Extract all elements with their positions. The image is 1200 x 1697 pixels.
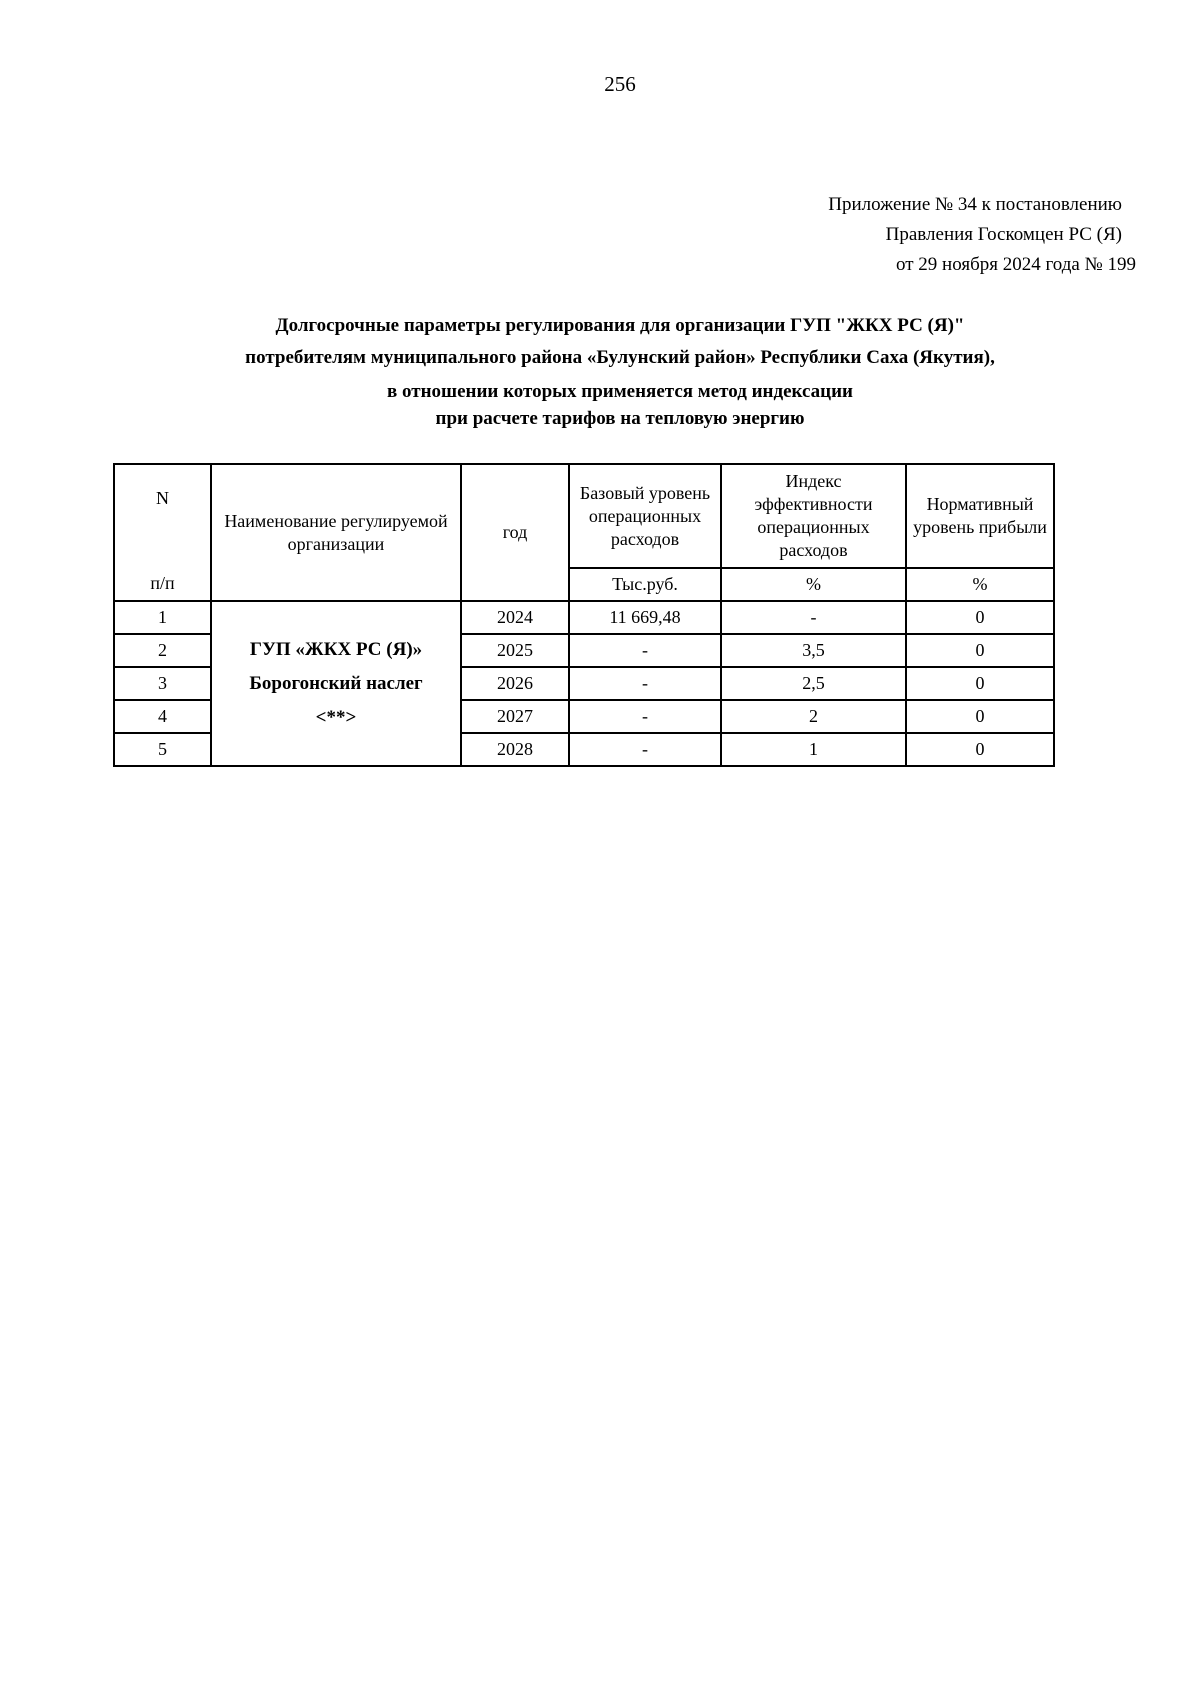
cell-efficiency-index: 3,5 xyxy=(721,634,906,667)
title-line-4: при расчете тарифов на тепловую энергию xyxy=(435,408,805,429)
cell-year: 2027 xyxy=(461,700,569,733)
cell-profit-level: 0 xyxy=(906,733,1054,766)
document-title xyxy=(100,310,1140,432)
organization-line-2: Борогонский наслег xyxy=(249,672,423,694)
page-number: 256 xyxy=(604,72,636,96)
title-line-2: потребителям муниципального района «Булунский район» Республики Саха (Якутия), xyxy=(245,347,995,368)
cell-year: 2028 xyxy=(461,733,569,766)
header-n-top: N xyxy=(156,488,169,508)
cell-efficiency-index: - xyxy=(721,601,906,634)
unit-base-level: Тыс.руб. xyxy=(569,568,721,601)
cell-efficiency-index: 2,5 xyxy=(721,667,906,700)
cell-year: 2026 xyxy=(461,667,569,700)
cell-base-level: 11 669,48 xyxy=(569,601,721,634)
appendix-line-3: от 29 ноября 2024 года № 199 xyxy=(895,254,1136,275)
header-profit-level: Нормативный уровень прибыли xyxy=(906,464,1054,568)
cell-efficiency-index: 2 xyxy=(721,700,906,733)
unit-profit-level: % xyxy=(906,568,1054,601)
cell-n: 1 xyxy=(114,601,211,634)
cell-n: 2 xyxy=(114,634,211,667)
header-org-name: Наименование регулируемой организации xyxy=(211,464,461,601)
cell-n: 3 xyxy=(114,667,211,700)
title-line-3: в отношении которых применяется метод индексации xyxy=(386,381,853,402)
cell-profit-level: 0 xyxy=(906,601,1054,634)
title-line-1: Долгосрочные параметры регулирования для организации ГУП "ЖКХ РС (Я)" xyxy=(275,315,965,336)
cell-profit-level: 0 xyxy=(906,634,1054,667)
header-efficiency-index: Индекс эффективности операционных расходов xyxy=(721,464,906,568)
cell-n: 5 xyxy=(114,733,211,766)
header-base-level: Базовый уровень операционных расходов xyxy=(569,464,721,568)
cell-base-level: - xyxy=(569,667,721,700)
cell-base-level: - xyxy=(569,700,721,733)
header-n xyxy=(114,464,211,601)
cell-profit-level: 0 xyxy=(906,667,1054,700)
organization-line-1: ГУП «ЖКХ РС (Я)» xyxy=(249,638,423,660)
regulation-parameters-table xyxy=(113,463,1055,767)
cell-n: 4 xyxy=(114,700,211,733)
header-year: год xyxy=(461,464,569,601)
appendix-line-1: Приложение № 34 к постановлению xyxy=(828,194,1122,215)
appendix-reference xyxy=(716,190,1136,280)
cell-profit-level: 0 xyxy=(906,700,1054,733)
organization-line-3: <**> xyxy=(315,706,357,728)
organization-cell xyxy=(211,601,461,766)
table-row xyxy=(114,601,1054,634)
table-header-row xyxy=(114,464,1054,568)
cell-base-level: - xyxy=(569,733,721,766)
cell-base-level: - xyxy=(569,634,721,667)
appendix-line-2: Правления Госкомцен РС (Я) xyxy=(885,224,1122,245)
header-n-bottom: п/п xyxy=(150,573,175,593)
unit-efficiency-index: % xyxy=(721,568,906,601)
cell-year: 2025 xyxy=(461,634,569,667)
cell-efficiency-index: 1 xyxy=(721,733,906,766)
cell-year: 2024 xyxy=(461,601,569,634)
